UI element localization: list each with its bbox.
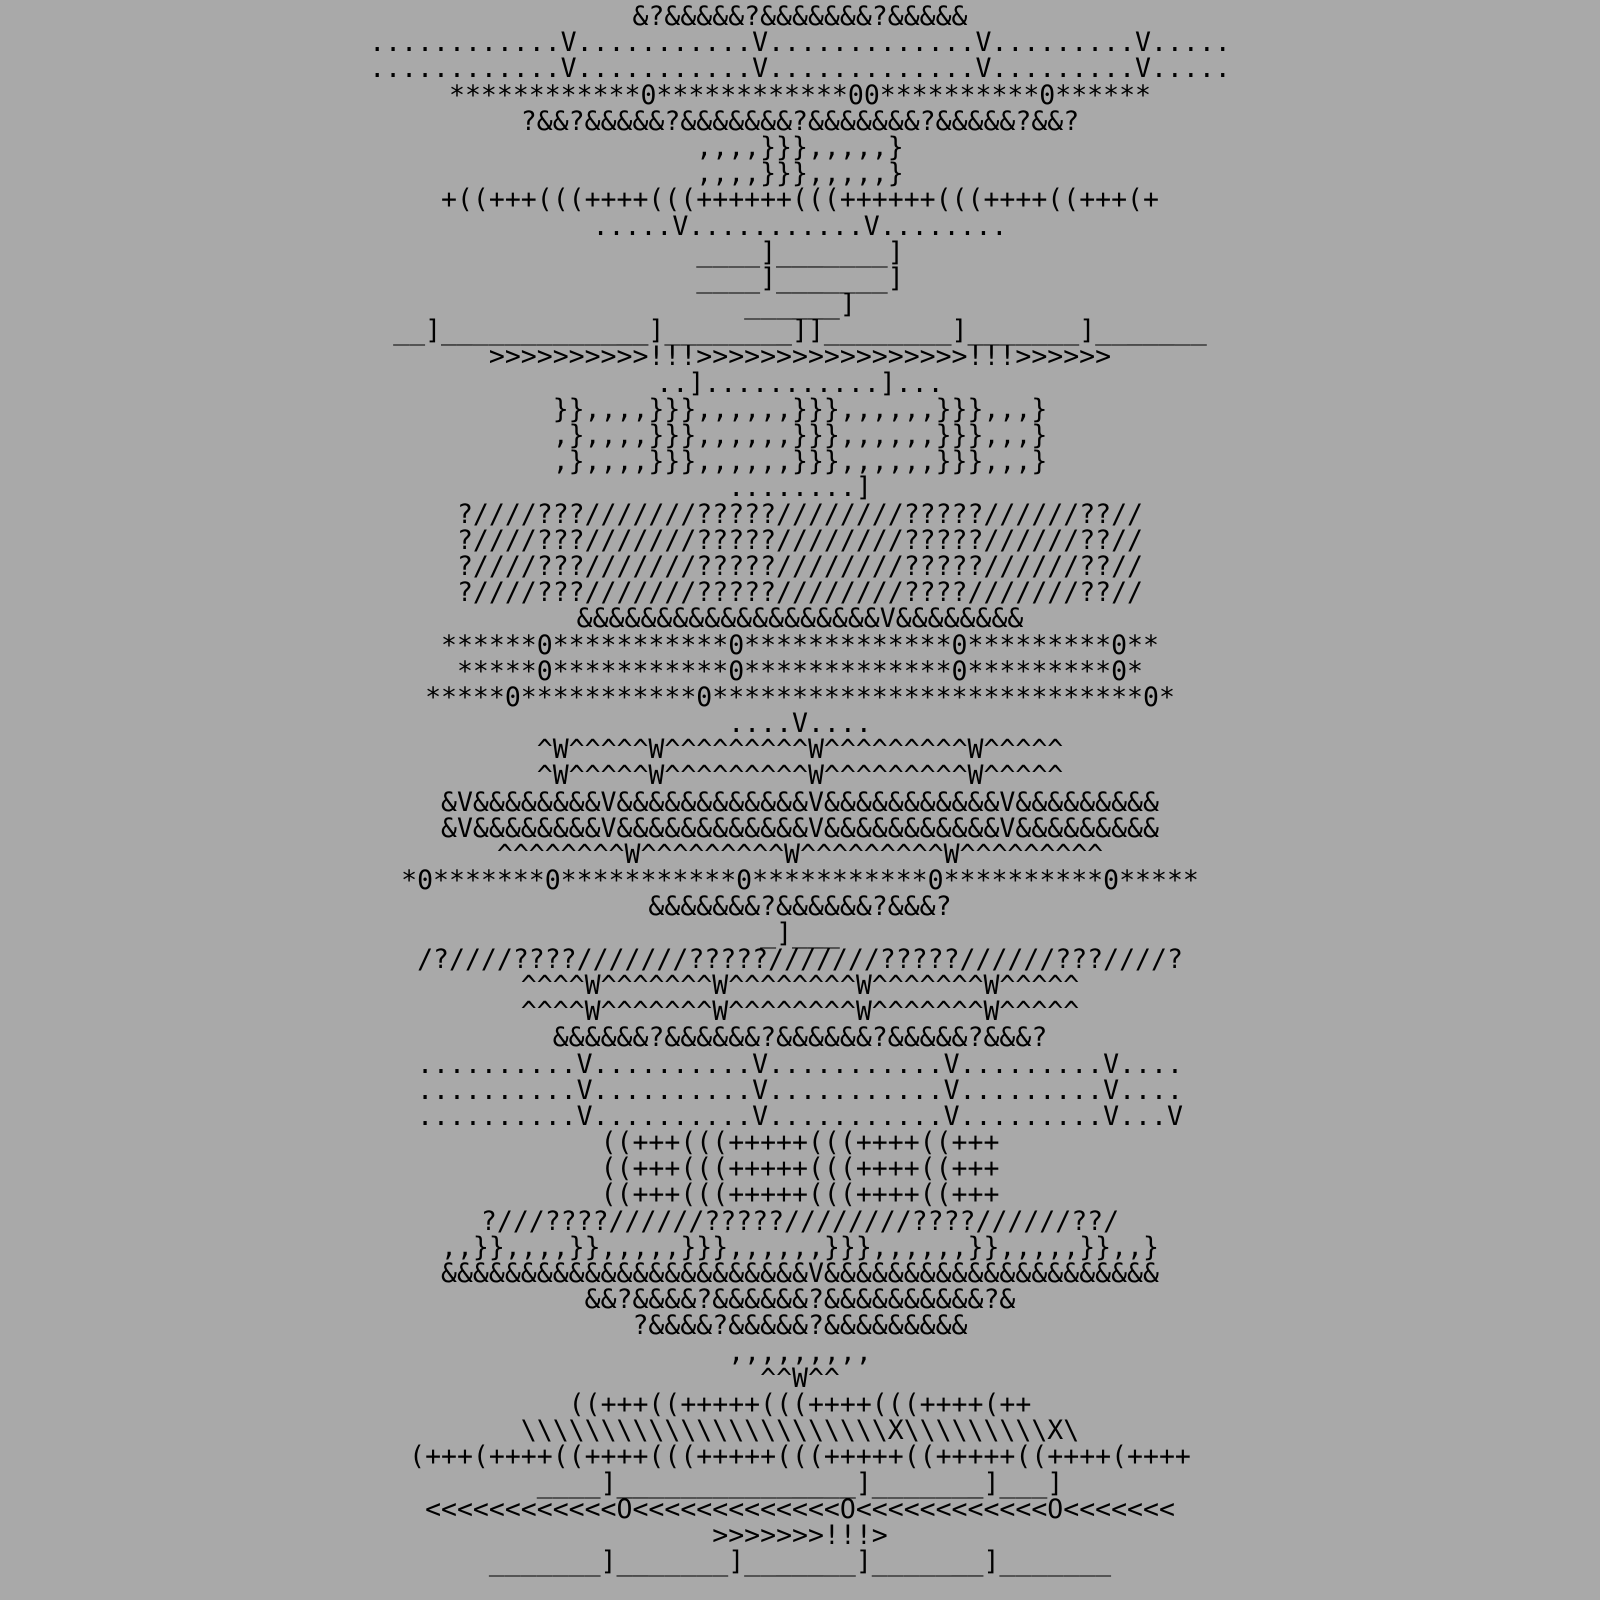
art-line: ?////???///////?????////////?????//////??// — [456, 550, 1144, 582]
art-line: ..........V..........V...........V.........V...V — [417, 1100, 1183, 1132]
art-line: ******0***********0*************0*********0** — [441, 629, 1159, 661]
art-line: *****0***********0***************************0* — [425, 681, 1175, 713]
art-line: ^^^^^^^^W^^^^^^^^^W^^^^^^^^^W^^^^^^^^^ — [496, 839, 1104, 870]
art-line: >>>>>>>>>>!!!>>>>>>>>>>>>>>>>>!!!>>>>>> — [488, 341, 1112, 373]
art-line: &&&&&&?&&&&&&?&&&&&&?&&&&&?&&&? — [552, 1022, 1048, 1054]
art-line: ,},,,,}}},,,,,,}}},,,,,,}}},,,} — [552, 446, 1048, 478]
art-line: ,,}},,,,}},,,,,}}},,,,,,}}},,,,,,}},,,,,}},,} — [441, 1231, 1159, 1263]
art-line: ............V...........V.............V.........V..... — [369, 53, 1231, 85]
art-line: ************0************00**********0****** — [449, 79, 1151, 111]
art-line: ____]_______________]_______]___] — [536, 1467, 1064, 1499]
art-line: ............V...........V.............V.........V..... — [369, 27, 1231, 59]
art-line: ?////???///////?????////////?????//////??// — [456, 524, 1144, 556]
art-line: }},,,,}}},,,,,,}}},,,,,,}}},,,} — [552, 393, 1048, 425]
art-line: *0*******0***********0***********0**********0***** — [401, 865, 1199, 897]
art-line: ____]_______] — [696, 236, 904, 268]
art-line: ........] — [728, 472, 872, 504]
art-line: &V&&&&&&&&V&&&&&&&&&&&&V&&&&&&&&&&&V&&&&&&&&& — [441, 812, 1159, 844]
art-line: &&&&&&&&&&&&&&&&&&&V&&&&&&&& — [576, 603, 1024, 635]
art-line: ^^^^W^^^^^^^W^^^^^^^^W^^^^^^^W^^^^^ — [520, 969, 1080, 1001]
ascii-art — [0, 1, 1600, 1578]
art-line: ^W^^^^^W^^^^^^^^^W^^^^^^^^^W^^^^^ — [536, 734, 1064, 766]
art-line: >>>>>>>!!!> — [712, 1519, 888, 1551]
art-line: ..]...........]... — [656, 367, 944, 399]
art-line: _______]_______]_______]_______]_______ — [488, 1546, 1112, 1578]
art-line: ,,,,,,,,, — [728, 1336, 872, 1368]
art-line: \\\\\\\\\\\\\\\\\\\\\\\X\\\\\\\\\X\ — [520, 1415, 1080, 1447]
art-line: ..........V..........V...........V.........V.... — [417, 1048, 1183, 1080]
art-line: ?&&?&&&&&?&&&&&&&?&&&&&&&?&&&&&?&&? — [520, 105, 1080, 137]
art-line: ______] — [744, 289, 856, 321]
art-line: (+++(++++((++++(((+++++(((+++++((+++++((++++(++++ — [409, 1441, 1191, 1473]
art-line: _]___ — [760, 917, 840, 949]
art-line: &&&&&&&?&&&&&&?&&&? — [648, 891, 952, 923]
art-line: <<<<<<<<<<<<O<<<<<<<<<<<<<O<<<<<<<<<<<<O<<<<<<< — [425, 1493, 1175, 1525]
art-line: &V&&&&&&&&V&&&&&&&&&&&&V&&&&&&&&&&&V&&&&&&&&& — [441, 786, 1159, 818]
art-line: ,,,,}}},,,,,} — [696, 131, 904, 163]
art-line: ^^W^^ — [760, 1362, 840, 1394]
art-line: ?////???///////?????////////?????//////??// — [456, 498, 1144, 530]
art-line: .....V...........V........ — [592, 210, 1008, 242]
art-line: ((+++(((+++++(((++++((+++ — [600, 1179, 1000, 1211]
art-line: /?////????///////?????///////?????//////???////? — [417, 943, 1183, 975]
art-line: ?&&&&?&&&&&?&&&&&&&&& — [632, 1310, 968, 1342]
art-line: ^^^^W^^^^^^^W^^^^^^^^W^^^^^^^W^^^^^ — [520, 996, 1080, 1028]
art-line: +((+++(((++++(((++++++(((++++++(((++++((+++(+ — [441, 184, 1159, 216]
art-line: ((+++(((+++++(((++++((+++ — [600, 1153, 1000, 1185]
art-line: &&?&&&&?&&&&&&?&&&&&&&&&&?& — [584, 1284, 1016, 1316]
art-line: ((+++(((+++++(((++++((+++ — [600, 1127, 1000, 1159]
art-line: ^W^^^^^W^^^^^^^^^W^^^^^^^^^W^^^^^ — [536, 760, 1064, 792]
art-line: &&&&&&&&&&&&&&&&&&&&&&&V&&&&&&&&&&&&&&&&&&&&& — [441, 1258, 1159, 1289]
art-line: ....V.... — [728, 708, 872, 740]
art-line: __]_____________]________]]________]_______]_______ — [393, 315, 1207, 347]
art-line: &?&&&&&?&&&&&&&?&&&&& — [632, 1, 968, 32]
art-line: ____]_______] — [696, 262, 904, 294]
art-line: ,},,,,}}},,,,,,}}},,,,,,}}},,,} — [552, 420, 1048, 451]
art-line: ((+++((+++++(((++++(((++++(++ — [568, 1388, 1032, 1420]
art-line: *****0***********0*************0*********0* — [456, 655, 1144, 687]
art-line: ,,,,}}},,,,,} — [696, 158, 904, 190]
art-line: ?///????//////?????////////????//////??/ — [480, 1205, 1120, 1237]
art-line: ..........V..........V...........V.........V.... — [417, 1074, 1183, 1106]
art-line: ?////???///////?????////////????///////??// — [456, 577, 1144, 609]
